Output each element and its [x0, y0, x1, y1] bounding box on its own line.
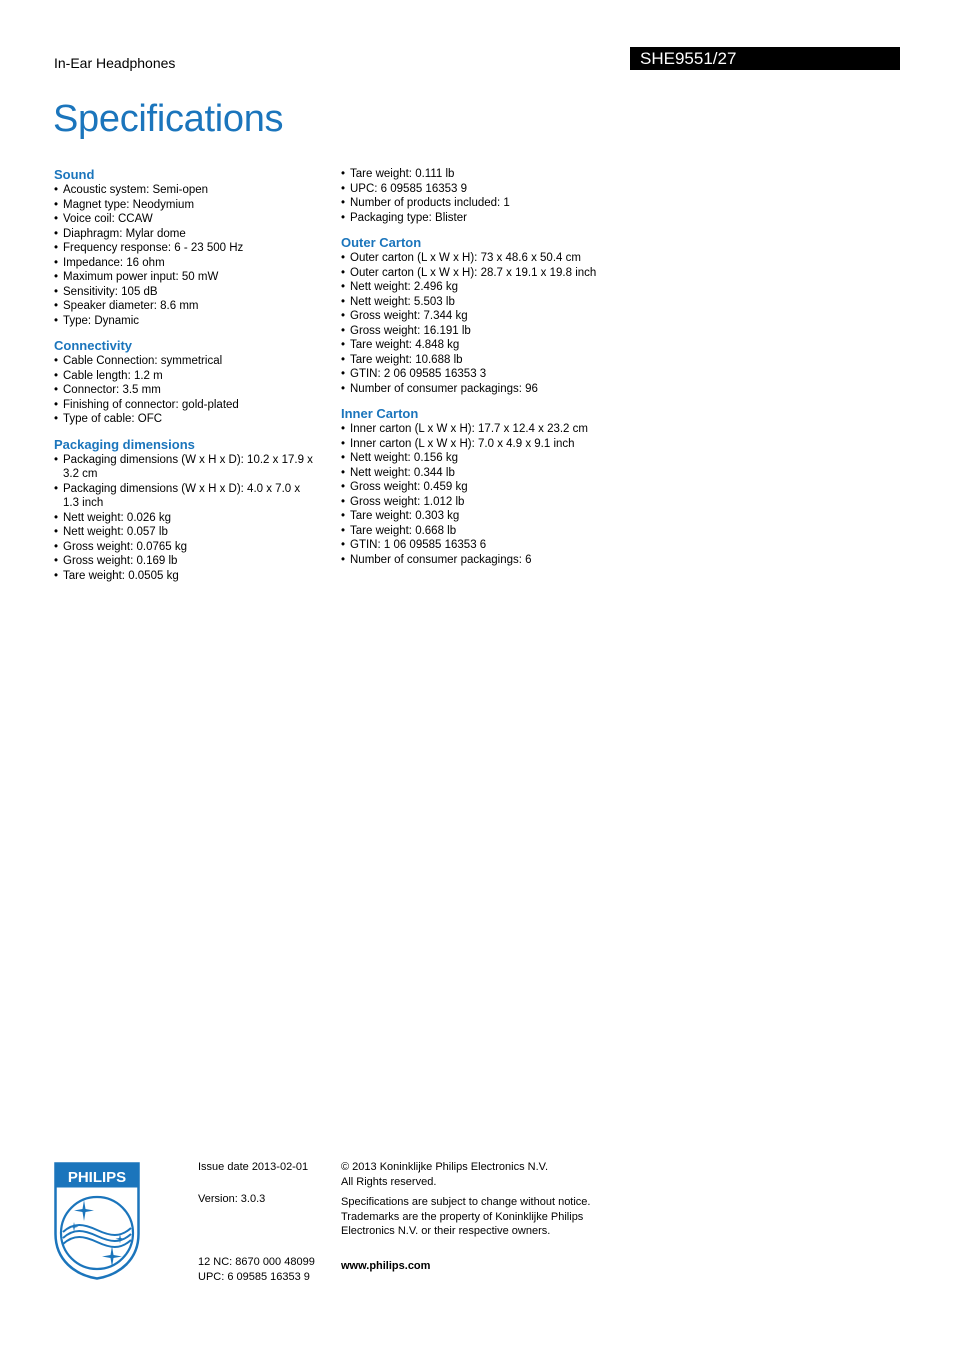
spec-item: • Inner carton (L x W x H): 17.7 x 12.4 x 23.2 cm [341, 422, 641, 437]
spec-item: • Type: Dynamic [54, 314, 314, 329]
spec-item: • Connector: 3.5 mm [54, 383, 314, 398]
spec-item: • Gross weight: 0.0765 kg [54, 540, 314, 555]
spec-item: • Acoustic system: Semi-open [54, 183, 314, 198]
spec-item: • Voice coil: CCAW [54, 212, 314, 227]
spec-item: • Gross weight: 16.191 lb [341, 324, 641, 339]
spec-item: • Tare weight: 0.0505 kg [54, 569, 314, 584]
website-link[interactable]: www.philips.com [341, 1259, 431, 1272]
footer-legal [341, 1160, 611, 1273]
spec-item: • Tare weight: 10.688 lb [341, 353, 641, 368]
spec-item: • Maximum power input: 50 mW [54, 270, 314, 285]
spec-item: • Gross weight: 7.344 kg [341, 309, 641, 324]
spec-item: • Cable Connection: symmetrical [54, 354, 314, 369]
section-title-packaging: Packaging dimensions [54, 436, 195, 452]
spec-item: • Outer carton (L x W x H): 28.7 x 19.1 x 19.8 inch [341, 266, 641, 281]
section-packaging [54, 437, 314, 584]
notice-line-2: Trademarks are the property of Koninklijke Philips [341, 1210, 584, 1223]
section-inner-carton [341, 406, 641, 567]
spec-list-inner-carton [341, 422, 641, 567]
spec-item: • Packaging dimensions (W x H x D): 4.0 x 7.0 x 1.3 inch [54, 482, 314, 511]
spec-item: • Packaging type: Blister [341, 211, 641, 226]
spec-item: • Magnet type: Neodymium [54, 198, 314, 213]
section-outer-carton [341, 235, 641, 396]
spec-item: • Impedance: 16 ohm [54, 256, 314, 271]
spec-item: • Gross weight: 0.459 kg [341, 480, 641, 495]
spec-item: • Finishing of connector: gold-plated [54, 398, 314, 413]
section-title-sound: Sound [54, 167, 95, 182]
spec-item: • Gross weight: 0.169 lb [54, 554, 314, 569]
section-title-inner-carton: Inner Carton [341, 406, 419, 421]
spec-item: • Gross weight: 1.012 lb [341, 495, 641, 510]
copyright-line-2: All Rights reserved. [341, 1175, 437, 1188]
spec-item: • Type of cable: OFC [54, 412, 314, 427]
section-packaging-continued [341, 167, 641, 225]
product-category: In-Ear Headphones [54, 55, 176, 71]
section-sound [54, 167, 314, 328]
page-title: Specifications [53, 98, 284, 140]
spec-item: • UPC: 6 09585 16353 9 [341, 182, 641, 197]
model-number: SHE9551/27 [640, 49, 737, 68]
philips-logo [54, 1162, 140, 1280]
spec-item: • Inner carton (L x W x H): 7.0 x 4.9 x 9.1 inch [341, 437, 641, 452]
copyright-line-1: © 2013 Koninklijke Philips Electronics N.V. [341, 1161, 549, 1173]
spec-item: • Nett weight: 5.503 lb [341, 295, 641, 310]
spec-item: • Tare weight: 4.848 kg [341, 338, 641, 353]
upc-number: UPC: 6 09585 16353 9 [198, 1270, 310, 1283]
spec-list-sound [54, 183, 314, 328]
nc-number: 12 NC: 8670 000 48099 [198, 1256, 315, 1268]
spec-item: • Nett weight: 0.344 lb [341, 466, 641, 481]
spec-item: • Number of consumer packagings: 96 [341, 382, 641, 397]
spec-item: • Diaphragm: Mylar dome [54, 227, 314, 242]
spec-item: • GTIN: 2 06 09585 16353 3 [341, 367, 641, 382]
spec-list-packaging [54, 453, 314, 584]
footer-issue-info [198, 1160, 333, 1284]
spec-item: • Tare weight: 0.111 lb [341, 167, 641, 182]
version: Version: 3.0.3 [198, 1192, 266, 1205]
spec-item: • Nett weight: 0.057 lb [54, 525, 314, 540]
spec-item: • Tare weight: 0.668 lb [341, 524, 641, 539]
issue-date: Issue date 2013-02-01 [198, 1161, 309, 1173]
spec-item: • Nett weight: 0.156 kg [341, 451, 641, 466]
spec-item: • Outer carton (L x W x H): 73 x 48.6 x 50.4 cm [341, 251, 641, 266]
spec-item: • Packaging dimensions (W x H x D): 10.2 x 17.9 x 3.2 cm [54, 453, 314, 482]
spec-item: • Tare weight: 0.303 kg [341, 509, 641, 524]
spec-column-left [54, 167, 314, 593]
section-connectivity [54, 338, 314, 427]
notice-line-3: Electronics N.V. or their respective owners. [341, 1225, 551, 1237]
notice-line-1: Specifications are subject to change without notice. [341, 1196, 591, 1208]
spec-item: • Nett weight: 0.026 kg [54, 511, 314, 526]
spec-item: • Speaker diameter: 8.6 mm [54, 299, 314, 314]
spec-item: • Number of consumer packagings: 6 [341, 553, 641, 568]
spec-item: • Frequency response: 6 - 23 500 Hz [54, 241, 314, 256]
spec-column-right [341, 167, 641, 577]
model-number-bar [630, 47, 900, 70]
spec-list-connectivity [54, 354, 314, 427]
section-title-connectivity: Connectivity [54, 338, 133, 353]
spec-item: • Nett weight: 2.496 kg [341, 280, 641, 295]
spec-item: • Cable length: 1.2 m [54, 369, 314, 384]
logo-text: PHILIPS [67, 1169, 127, 1186]
spec-list-outer-carton [341, 251, 641, 396]
section-title-outer-carton: Outer Carton [341, 235, 422, 250]
spec-item: • Number of products included: 1 [341, 196, 641, 211]
spec-list-packaging-continued [341, 167, 641, 225]
spec-item: • GTIN: 1 06 09585 16353 6 [341, 538, 641, 553]
spec-item: • Sensitivity: 105 dB [54, 285, 314, 300]
